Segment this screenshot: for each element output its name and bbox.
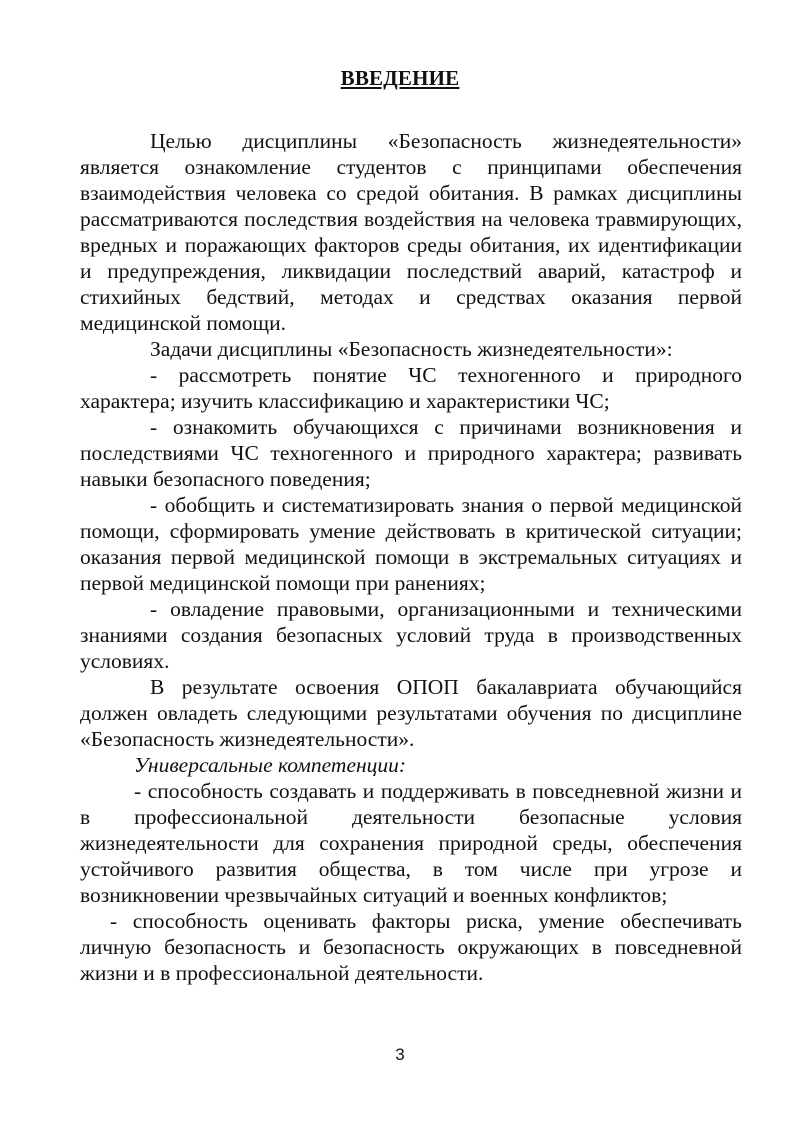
competency-item-1: - способность создавать и поддерживать в повседневной жизни и в профессиональной деятельности безопасные условия жизнедеятельности для сохранения природной среды, обеспечения устойчивого развития общества, в том числе при угрозе и возникновении чрезвычайных ситуаций и военных конфликтов;: [80, 779, 742, 907]
competency-item-2: - способность оценивать факторы риска, умение обеспечивать личную безопасность и безопасность окружающих в повседневной жизни и в профессиональной деятельности.: [80, 909, 742, 985]
task-item-3: - обобщить и систематизировать знания о первой медицинской помощи, сформировать умение действовать в критической ситуации; оказания первой медицинской помощи в экстремальных ситуациях и первой медицинской помощи при ранениях;: [80, 493, 742, 595]
page-title: ВВЕДЕНИЕ: [340, 66, 460, 90]
tasks-heading: Задачи дисциплины «Безопасность жизнедеятельности»:: [150, 337, 673, 361]
document-body: [80, 128, 742, 986]
task-item-1: - рассмотреть понятие ЧС техногенного и природного характера; изучить классификацию и характеристики ЧС;: [80, 363, 742, 413]
competencies-heading: Универсальные компетенции:: [134, 753, 407, 777]
task-item-4: - овладение правовыми, организационными и техническими знаниями создания безопасных условий труда в производственных условиях.: [80, 597, 742, 673]
results-paragraph: В результате освоения ОПОП бакалавриата обучающийся должен овладеть следующими результатами обучения по дисциплине «Безопасность жизнедеятельности».: [80, 675, 742, 751]
intro-paragraph: Целью дисциплины «Безопасность жизнедеятельности» является ознакомление студентов с принципами обеспечения взаимодействия человека со средой обитания. В рамках дисциплины рассматриваются последствия воздействия на человека травмирующих, вредных и поражающих факторов среды обитания, их идентификации и предупреждения, ликвидации последствий аварий, катастроф и стихийных бедствий, методах и средствах оказания первой медицинской помощи.: [80, 129, 742, 335]
task-item-2: - ознакомить обучающихся с причинами возникновения и последствиями ЧС техногенного и природного характера; развивать навыки безопасного поведения;: [80, 415, 742, 491]
page-number: 3: [395, 1045, 405, 1064]
